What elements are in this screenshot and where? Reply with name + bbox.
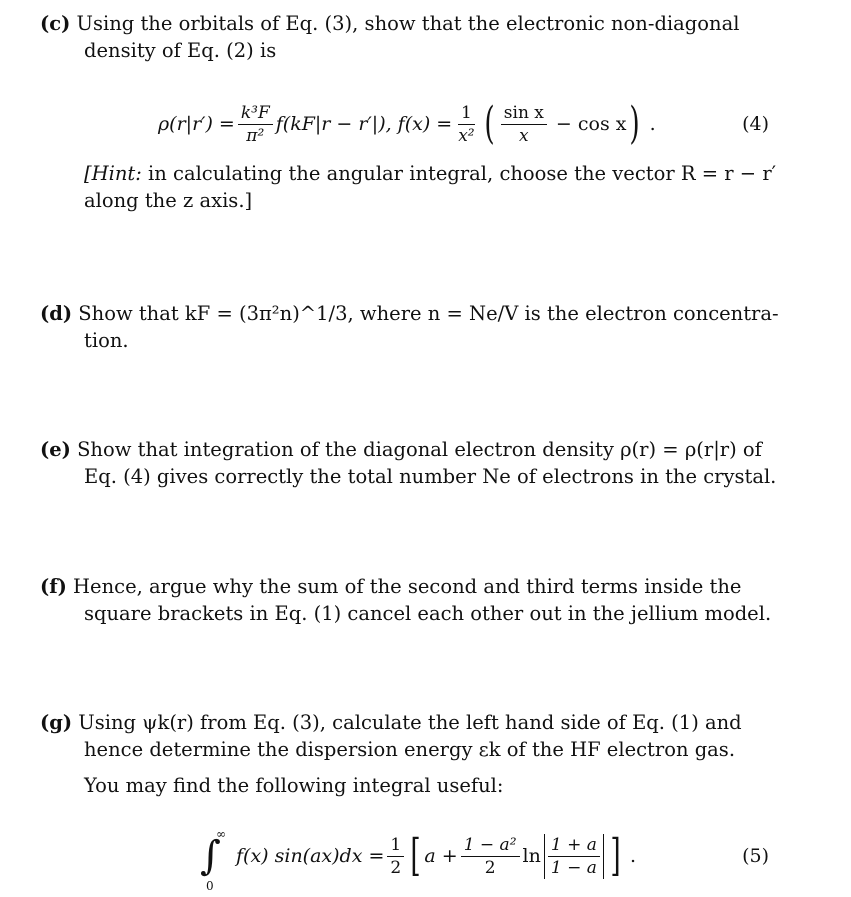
part-e-tag: (e) xyxy=(40,438,71,461)
eq4-frac-sinx xyxy=(501,102,547,147)
hint-label: [Hint: xyxy=(84,162,142,185)
eq5-frac-den: 2 xyxy=(484,857,496,878)
equation-4: ρ(r|r′) = $\frac{\text{k³F}}{\text{π²}}$ f(kF|r − r′|), f(x) = $\frac{1}{\text{x²}}$ ( $\frac{\text{sin x}}{x}$ − cos x ) . (4) xyxy=(0,94,851,154)
part-g-text xyxy=(40,709,742,799)
eq5-number: (5) xyxy=(742,845,769,867)
part-d-text xyxy=(40,300,779,354)
eq4-frac-kf-den: π² xyxy=(246,125,265,146)
part-g-tag: (g) xyxy=(40,711,73,734)
part-c-hint xyxy=(40,160,776,214)
part-f-line2: square brackets in Eq. (1) cancel each other out in the jellium model. xyxy=(84,602,772,625)
eq4-frac-inv-x2-num: 1 xyxy=(458,102,475,125)
eq4-mid: f(kF|r − r′|), f(x) = xyxy=(275,113,453,135)
eq4-number: (4) xyxy=(742,113,769,135)
part-d-line1: Show that kF = (3π²n)^1/3, where n = Ne/V is the electron concentra- xyxy=(78,302,779,325)
eq5-half-num: 1 xyxy=(387,834,404,857)
eq4-frac-inv-x2-den: x² xyxy=(458,125,475,146)
part-d-line2: tion. xyxy=(84,329,129,352)
part-f-tag: (f) xyxy=(40,575,67,598)
part-f-line1: Hence, argue why the sum of the second and third terms inside the xyxy=(73,575,742,598)
part-c-tag: (c) xyxy=(40,12,71,35)
part-e-line2: Eq. (4) gives correctly the total number Ne of electrons in the crystal. xyxy=(84,465,777,488)
hint-line1: in calculating the angular integral, choose the vector R = r − r′ xyxy=(148,162,777,185)
int-upper: ∞ xyxy=(216,827,226,841)
eq5-abs-den: 1 − a xyxy=(550,857,597,878)
eq5-ln: ln xyxy=(522,845,541,867)
part-c-text xyxy=(40,10,739,64)
part-g-line2: hence determine the dispersion energy εk of the HF electron gas. xyxy=(84,738,736,761)
left-paren-icon: ( xyxy=(484,98,495,149)
hint-line2: along the z axis.] xyxy=(84,189,253,212)
part-d-tag: (d) xyxy=(40,302,73,325)
eq4-tail: − cos x xyxy=(555,113,627,135)
part-f-text xyxy=(40,573,771,627)
eq5-abs-num: 1 + a xyxy=(548,834,600,857)
left-bracket-icon: [ xyxy=(410,830,421,881)
part-g-line3: You may find the following integral useful: xyxy=(84,774,504,797)
part-e-text xyxy=(40,436,776,490)
right-paren-icon: ) xyxy=(629,98,641,149)
eq5-frac-num: 1 − a² xyxy=(461,834,520,857)
part-e-line1: Show that integration of the diagonal electron density ρ(r) = ρ(r|r) of xyxy=(77,438,762,461)
eq5-half xyxy=(387,834,404,879)
eq5-half-den: 2 xyxy=(390,857,402,878)
eq5-frac xyxy=(461,834,520,879)
part-c-line1: Using the orbitals of Eq. (3), show that the electronic non-diagonal xyxy=(76,12,740,35)
eq5-a-plus: a + xyxy=(424,845,458,867)
equation-5: ∫ ∞ 0 f(x) sin(ax)dx = $\frac{1}{2}$ [ a + $\frac{\text{1 − a²}}{2}$ ln $\frac{1 + a}{1 - a}$ ] . (5) xyxy=(200,827,769,893)
eq4-frac-inv-x2 xyxy=(455,102,477,147)
eq4-left: ρ(r|r′) = xyxy=(158,113,235,135)
part-g-line1: Using ψk(r) from Eq. (3), calculate the left hand side of Eq. (1) and xyxy=(78,711,742,734)
right-bracket-icon: ] xyxy=(610,830,621,881)
integral-icon: ∫ ∞ 0 xyxy=(200,827,226,893)
eq4-frac-kf-num: k³F xyxy=(238,102,273,125)
eq4-frac-sinx-num: sin x xyxy=(501,102,547,125)
int-lower: 0 xyxy=(206,879,214,893)
eq5-abs xyxy=(544,834,604,879)
eq4-frac-kf xyxy=(238,102,273,147)
eq4-frac-sinx-den: x xyxy=(519,125,529,146)
integrand: f(x) sin(ax)dx = xyxy=(236,845,385,867)
part-c-line2: density of Eq. (2) is xyxy=(84,39,277,62)
